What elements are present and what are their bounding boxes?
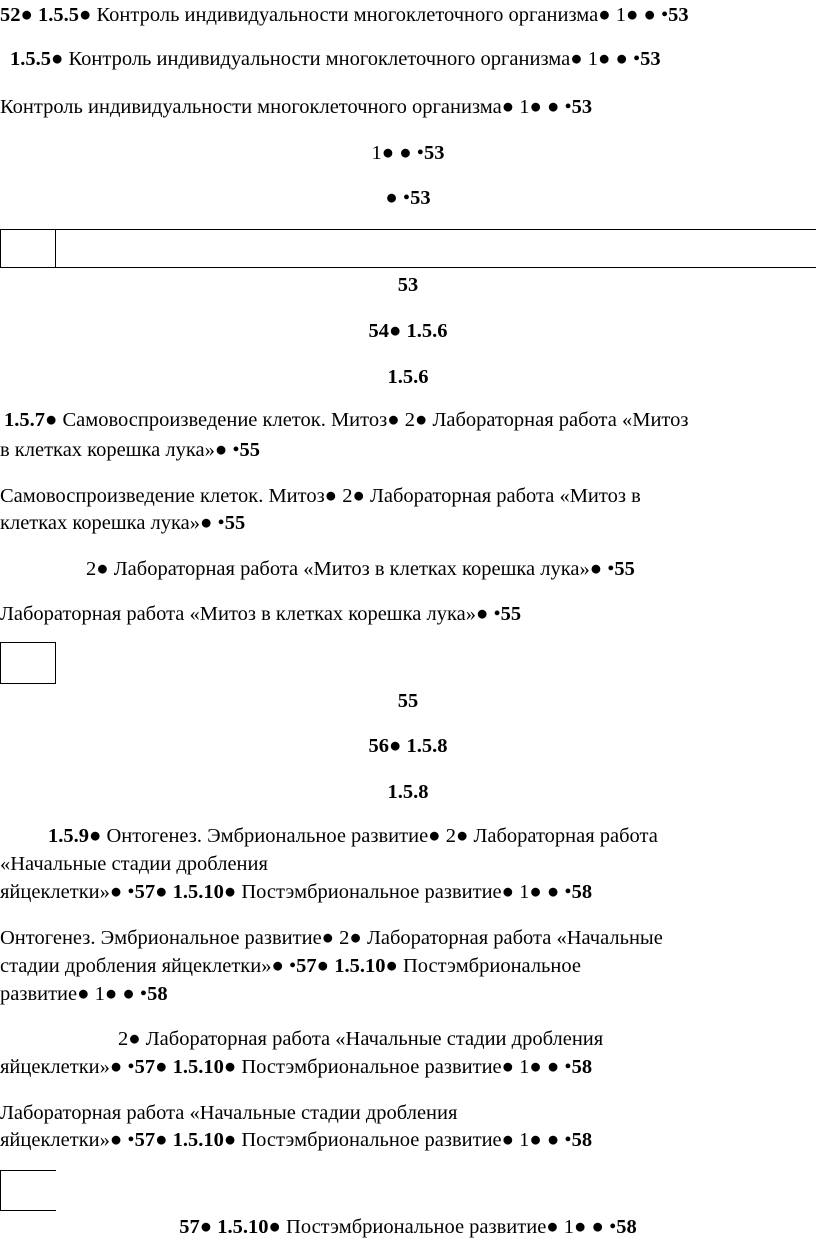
bold-text-run: 1.5.5 <box>38 4 80 26</box>
bold-text-run: 1.5.10 <box>172 881 224 903</box>
bold-text-run: 1.5.6 <box>406 320 448 342</box>
text-line <box>0 2 816 28</box>
text-line <box>0 779 816 805</box>
text-line <box>48 823 816 849</box>
table-rule-divider <box>55 229 56 267</box>
text-line <box>0 851 816 877</box>
text-line <box>0 733 816 759</box>
bold-text-run: 58 <box>616 1216 637 1238</box>
bold-text-run: 53 <box>640 48 661 70</box>
text-line <box>10 46 816 72</box>
text-run: Самовоспроизведение клеток. Митоз● 2● Лабораторная работа «Митоз в <box>0 485 641 507</box>
text-line <box>0 981 816 1007</box>
text-run: развитие● 1● ● • <box>0 983 148 1005</box>
bold-text-run: 57 <box>179 1216 200 1238</box>
text-run: яйцеклетки»● • <box>0 881 135 903</box>
text-run: 2● Лабораторная работа «Митоз в клетках корешка лука»● • <box>86 558 615 580</box>
text-line <box>4 407 816 433</box>
text-run: ● Постэмбриональное развитие● 1● ● • <box>268 1216 617 1238</box>
table-rule-left <box>0 229 1 267</box>
text-line <box>0 601 816 627</box>
bold-text-run: 57 <box>134 1056 156 1078</box>
bold-text-run: 1.5.6 <box>387 366 429 388</box>
text-run: яйцеклетки»● • <box>0 1056 135 1078</box>
text-run: ● Самовоспроизведение клеток. Митоз● 2● Лабораторная работа «Митоз <box>45 409 689 431</box>
text-run: ● <box>20 4 39 26</box>
bold-text-run: 58 <box>571 1056 593 1078</box>
text-line <box>0 140 816 166</box>
text-line <box>0 510 816 536</box>
text-line <box>0 879 816 905</box>
bold-text-run: 58 <box>571 1129 593 1151</box>
text-line <box>86 556 816 582</box>
text-line <box>0 318 816 344</box>
bold-text-run: 55 <box>397 690 419 712</box>
bold-text-run: 55 <box>239 439 261 461</box>
text-run: яйцеклетки»● • <box>0 1129 135 1151</box>
text-line <box>0 1214 816 1240</box>
bold-text-run: 1.5.10 <box>217 1216 269 1238</box>
text-line <box>0 185 816 211</box>
text-line <box>0 437 816 463</box>
text-run: ● <box>155 881 173 903</box>
text-run: Лабораторная работа «Митоз в клетках корешка лука»● • <box>0 603 501 625</box>
bold-text-run: 58 <box>571 881 593 903</box>
bold-text-run: 52 <box>0 4 21 26</box>
text-run: ● Постэмбриональное развитие● 1● ● • <box>223 881 572 903</box>
text-run: ● <box>155 1056 173 1078</box>
bold-text-run: 57 <box>134 881 156 903</box>
text-run: клетках корешка лука»● • <box>0 512 225 534</box>
text-run: ● <box>155 1129 173 1151</box>
text-run: ● Постэмбриональное развитие● 1● ● • <box>223 1056 572 1078</box>
box-rule-top <box>0 1170 56 1171</box>
bold-text-run: 1.5.7 <box>4 409 45 431</box>
box-rule-bottom <box>0 1210 56 1211</box>
bold-text-run: 1.5.8 <box>406 735 448 757</box>
bold-text-run: 53 <box>571 96 593 118</box>
text-run: Контроль индивидуальности многоклеточного организма● 1● ● • <box>0 96 572 118</box>
bold-text-run: 55 <box>500 603 522 625</box>
text-run: ● Контроль индивидуальности многоклеточного организма● 1● ● • <box>79 4 669 26</box>
text-line <box>0 483 816 509</box>
bold-text-run: 1.5.8 <box>387 781 429 803</box>
text-run: ● Постэмбриональное развитие● 1● ● • <box>223 1129 572 1151</box>
text-run: 2● Лабораторная работа «Начальные стадии дробления <box>118 1028 604 1050</box>
bold-text-run: 58 <box>147 983 168 1005</box>
text-run: «Начальные стадии дробления <box>0 853 268 875</box>
bold-text-run: 54 <box>368 320 389 342</box>
bold-text-run: 53 <box>423 142 445 164</box>
text-run: ● <box>388 320 407 342</box>
empty-box <box>0 642 56 684</box>
bold-text-run: 53 <box>668 4 689 26</box>
bold-text-run: 1.5.10 <box>334 955 386 977</box>
text-line <box>0 1100 816 1126</box>
text-run: ● <box>388 735 407 757</box>
text-line <box>0 272 816 298</box>
text-line <box>0 94 816 120</box>
text-run: в клетках корешка лука»● • <box>0 439 240 461</box>
text-run: ● <box>199 1216 218 1238</box>
bold-text-run: 57 <box>296 955 317 977</box>
text-run: Лабораторная работа «Начальные стадии дробления <box>0 1102 458 1124</box>
table-rule-top <box>0 229 816 230</box>
text-line <box>0 953 816 979</box>
text-run: ● <box>316 955 335 977</box>
text-run: стадии дробления яйцеклетки»● • <box>0 955 297 977</box>
bold-text-run: 55 <box>614 558 635 580</box>
text-run: ● Постэмбриональное <box>385 955 581 977</box>
bold-text-run: 1.5.10 <box>172 1056 224 1078</box>
bold-text-run: 1.5.9 <box>48 825 89 847</box>
table-rule-bottom <box>0 267 816 268</box>
bold-text-run: 53 <box>410 187 431 209</box>
text-line <box>0 925 816 951</box>
box-rule-left <box>0 1170 1 1210</box>
text-run: ● Контроль индивидуальности многоклеточного организма● 1● ● • <box>51 48 641 70</box>
text-run: ● Онтогенез. Эмбриональное развитие● 2● Лабораторная работа <box>89 825 658 847</box>
text-line <box>0 364 816 390</box>
text-line <box>0 1127 816 1153</box>
bold-text-run: 1.5.10 <box>172 1129 224 1151</box>
bold-text-run: 1.5.5 <box>10 48 51 70</box>
bold-text-run: 53 <box>397 274 419 296</box>
bold-text-run: 57 <box>134 1129 156 1151</box>
bold-text-run: 56 <box>368 735 389 757</box>
text-run: Онтогенез. Эмбриональное развитие● 2● Лабораторная работа «Начальные <box>0 927 663 949</box>
text-line <box>118 1026 816 1052</box>
text-run: 1● ● • <box>371 142 424 164</box>
text-line <box>0 688 816 714</box>
bold-text-run: 55 <box>224 512 246 534</box>
text-line <box>0 1054 816 1080</box>
text-run: ● • <box>385 187 411 209</box>
